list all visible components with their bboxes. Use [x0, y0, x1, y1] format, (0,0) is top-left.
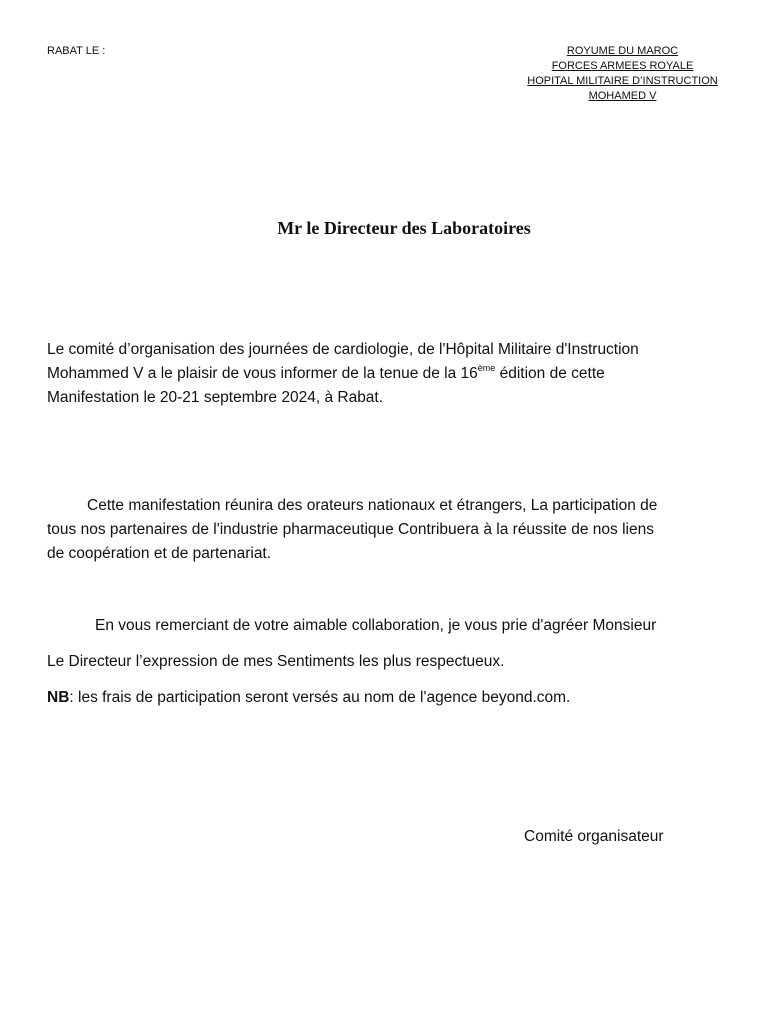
- paragraph-closing-cont: [47, 650, 727, 674]
- paragraph-announcement: [47, 338, 727, 410]
- superscript-edition: ème: [477, 363, 496, 373]
- organization-header: [520, 44, 725, 104]
- org-line-mohamed-v: MOHAMED V: [588, 90, 657, 102]
- org-line-armed-forces: FORCES ARMEES ROYALE: [551, 60, 694, 72]
- note-line: [47, 686, 727, 710]
- note-label: NB: [47, 689, 70, 706]
- org-line-kingdom: ROYUME DU MAROC: [566, 45, 679, 57]
- paragraph-participation: [47, 494, 727, 566]
- recipient-title: Mr le Directeur des Laboratoires: [277, 218, 531, 238]
- paragraph-closing: [47, 614, 727, 638]
- paragraph-text: Mohammed V a le plaisir de vous informer de la tenue de la 16: [47, 365, 478, 382]
- paragraph-line: de coopération et de partenariat.: [47, 545, 272, 562]
- org-line-hospital: HOPITAL MILITAIRE D’INSTRUCTION: [527, 75, 718, 87]
- paragraph-line: Le comité d’organisation des journées de cardiologie, de l'Hôpital Militaire d'Instruction: [47, 341, 639, 358]
- paragraph-line: [47, 362, 727, 386]
- paragraph-line: Manifestation le 20-21 septembre 2024, à Rabat.: [47, 389, 384, 406]
- paragraph-line: Cette manifestation réunira des orateurs nationaux et étrangers, La participation de: [87, 497, 658, 514]
- paragraph-line: En vous remerciant de votre aimable collaboration, je vous prie d'agréer Monsieur: [95, 617, 657, 634]
- paragraph-text: édition de cette: [495, 365, 605, 382]
- place-date-label: RABAT LE :: [47, 45, 106, 57]
- note-text: : les frais de participation seront versés au nom de l'agence beyond.com.: [69, 689, 571, 706]
- signature: Comité organisateur: [524, 828, 664, 845]
- paragraph-line: tous nos partenaires de l'industrie pharmaceutique Contribuera à la réussite de nos liens: [47, 521, 654, 538]
- paragraph-line: Le Directeur l’expression de mes Sentiments les plus respectueux.: [47, 653, 505, 670]
